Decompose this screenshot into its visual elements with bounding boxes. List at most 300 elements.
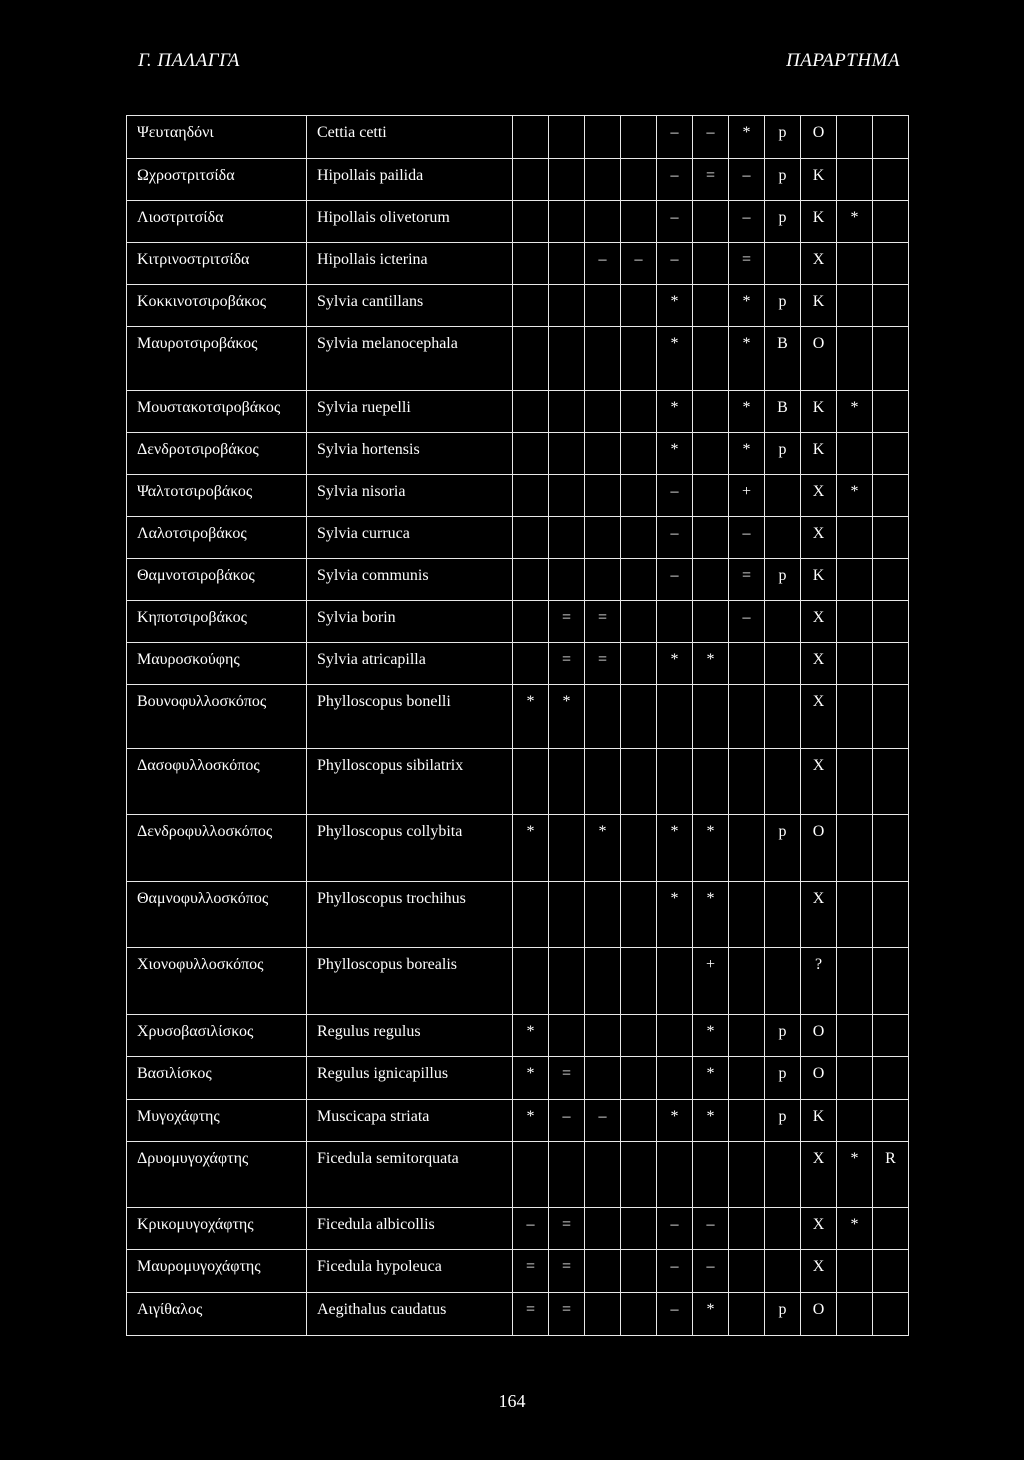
table-row [127, 815, 909, 882]
latin-name: Phylloscopus collybita [307, 815, 513, 882]
status-cell [549, 116, 585, 159]
status-cell [621, 643, 657, 685]
table-row [127, 643, 909, 685]
status-cell [873, 116, 909, 159]
greek-name: Μουστακοτσιροβάκος [127, 391, 307, 433]
status-cell: p [765, 1057, 801, 1100]
status-cell: – [621, 243, 657, 285]
status-cell [657, 1015, 693, 1057]
greek-name: Μαυροσκούφης [127, 643, 307, 685]
greek-name: Δασοφυλλοσκόπος [127, 749, 307, 815]
status-cell [729, 1057, 765, 1100]
status-cell [765, 948, 801, 1015]
status-cell: * [657, 433, 693, 475]
latin-name: Phylloscopus trochihus [307, 882, 513, 948]
status-cell: K [801, 433, 837, 475]
status-cell: – [729, 201, 765, 243]
status-cell: * [693, 882, 729, 948]
greek-name: Βασιλίσκος [127, 1057, 307, 1100]
status-cell: = [549, 601, 585, 643]
table-row [127, 159, 909, 201]
status-cell [837, 749, 873, 815]
greek-name: Κοκκινοτσιροβάκος [127, 285, 307, 327]
status-cell: X [801, 1250, 837, 1293]
status-cell: p [765, 116, 801, 159]
status-cell [765, 1250, 801, 1293]
status-cell [513, 201, 549, 243]
greek-name: Ψαλτοτσιροβάκος [127, 475, 307, 517]
status-cell: = [513, 1293, 549, 1336]
status-cell: ? [801, 948, 837, 1015]
status-cell [621, 159, 657, 201]
status-cell [873, 1250, 909, 1293]
status-cell [513, 327, 549, 391]
status-cell [621, 559, 657, 601]
status-cell [621, 1015, 657, 1057]
greek-name: Μυγοχάφτης [127, 1100, 307, 1142]
status-cell [513, 243, 549, 285]
status-cell [549, 433, 585, 475]
status-cell [621, 685, 657, 749]
status-cell [873, 1015, 909, 1057]
status-cell [693, 391, 729, 433]
table-row [127, 243, 909, 285]
status-cell [693, 685, 729, 749]
status-cell [513, 601, 549, 643]
status-cell [873, 243, 909, 285]
status-cell: p [765, 201, 801, 243]
status-cell [873, 601, 909, 643]
latin-name: Hipollais icterina [307, 243, 513, 285]
status-cell [585, 116, 621, 159]
status-cell: * [837, 201, 873, 243]
status-cell [837, 1015, 873, 1057]
table-row [127, 948, 909, 1015]
status-cell [837, 1100, 873, 1142]
status-cell [837, 1057, 873, 1100]
status-cell [873, 159, 909, 201]
status-cell [765, 643, 801, 685]
status-cell: * [729, 327, 765, 391]
status-cell [765, 243, 801, 285]
status-cell [765, 749, 801, 815]
status-cell: X [801, 882, 837, 948]
status-cell: – [657, 201, 693, 243]
status-cell [657, 749, 693, 815]
status-cell [513, 433, 549, 475]
status-cell: – [585, 1100, 621, 1142]
status-cell [873, 1208, 909, 1250]
status-cell: K [801, 391, 837, 433]
status-cell [837, 285, 873, 327]
status-cell [837, 1293, 873, 1336]
status-cell [549, 475, 585, 517]
status-cell [621, 815, 657, 882]
status-cell: – [693, 1208, 729, 1250]
status-cell [729, 1015, 765, 1057]
status-cell: K [801, 159, 837, 201]
status-cell [873, 327, 909, 391]
status-cell: O [801, 1057, 837, 1100]
status-cell [729, 749, 765, 815]
status-cell [621, 1250, 657, 1293]
status-cell: X [801, 1208, 837, 1250]
status-cell: * [837, 475, 873, 517]
status-cell [549, 948, 585, 1015]
latin-name: Sylvia curruca [307, 517, 513, 559]
status-cell [513, 475, 549, 517]
status-cell [549, 391, 585, 433]
status-cell: – [657, 243, 693, 285]
status-cell [729, 882, 765, 948]
status-cell [549, 1142, 585, 1208]
greek-name: Κρικομυγοχάφτης [127, 1208, 307, 1250]
status-cell [729, 643, 765, 685]
status-cell [513, 749, 549, 815]
status-cell [873, 1100, 909, 1142]
status-cell [765, 601, 801, 643]
status-cell: O [801, 815, 837, 882]
status-cell [621, 948, 657, 1015]
status-cell [585, 1293, 621, 1336]
latin-name: Sylvia hortensis [307, 433, 513, 475]
status-cell: – [729, 601, 765, 643]
greek-name: Χιονοφυλλοσκόπος [127, 948, 307, 1015]
status-cell: X [801, 643, 837, 685]
status-cell [549, 559, 585, 601]
status-cell: p [765, 1293, 801, 1336]
table-row [127, 116, 909, 159]
latin-name: Regulus ignicapillus [307, 1057, 513, 1100]
status-cell [765, 475, 801, 517]
status-cell: p [765, 815, 801, 882]
status-cell: = [549, 1250, 585, 1293]
status-cell [585, 948, 621, 1015]
species-table [126, 115, 909, 1336]
status-cell [513, 285, 549, 327]
header-author: Γ. ΠΑΛΑΓΓΑ [138, 50, 240, 71]
status-cell [621, 749, 657, 815]
status-cell [873, 948, 909, 1015]
status-cell: O [801, 116, 837, 159]
status-cell: * [585, 815, 621, 882]
status-cell: X [801, 685, 837, 749]
status-cell [693, 327, 729, 391]
greek-name: Κηποτσιροβάκος [127, 601, 307, 643]
status-cell [585, 1208, 621, 1250]
status-cell: = [585, 643, 621, 685]
status-cell: + [729, 475, 765, 517]
latin-name: Phylloscopus sibilatrix [307, 749, 513, 815]
status-cell: * [549, 685, 585, 749]
status-cell [585, 882, 621, 948]
greek-name: Κιτρινοστριτσίδα [127, 243, 307, 285]
status-cell: X [801, 749, 837, 815]
status-cell [585, 159, 621, 201]
status-cell: + [693, 948, 729, 1015]
status-cell [765, 517, 801, 559]
table-row [127, 391, 909, 433]
status-cell: – [657, 1208, 693, 1250]
status-cell [549, 1015, 585, 1057]
greek-name: Ψευταηδόνι [127, 116, 307, 159]
latin-name: Sylvia borin [307, 601, 513, 643]
table-row [127, 1015, 909, 1057]
status-cell: – [585, 243, 621, 285]
status-cell [585, 1057, 621, 1100]
status-cell [585, 475, 621, 517]
status-cell: * [513, 1015, 549, 1057]
status-cell [585, 1015, 621, 1057]
status-cell [621, 116, 657, 159]
greek-name: Θαμνοφυλλοσκόπος [127, 882, 307, 948]
status-cell: = [513, 1250, 549, 1293]
status-cell: X [801, 243, 837, 285]
status-cell [837, 1250, 873, 1293]
greek-name: Θαμνοτσιροβάκος [127, 559, 307, 601]
status-cell: – [729, 159, 765, 201]
status-cell [837, 243, 873, 285]
status-cell: p [765, 1100, 801, 1142]
latin-name: Hipollais olivetorum [307, 201, 513, 243]
status-cell [585, 685, 621, 749]
status-cell: * [693, 1293, 729, 1336]
status-cell: – [657, 116, 693, 159]
status-cell: K [801, 285, 837, 327]
status-cell [585, 1142, 621, 1208]
status-cell: X [801, 475, 837, 517]
status-cell [837, 815, 873, 882]
status-cell [657, 685, 693, 749]
status-cell [693, 1142, 729, 1208]
status-cell [837, 643, 873, 685]
status-cell [693, 559, 729, 601]
status-cell: * [513, 1100, 549, 1142]
status-cell [549, 285, 585, 327]
status-cell: * [693, 815, 729, 882]
latin-name: Sylvia ruepelli [307, 391, 513, 433]
status-cell: * [837, 1208, 873, 1250]
status-cell: K [801, 201, 837, 243]
latin-name: Ficedula albicollis [307, 1208, 513, 1250]
status-cell [837, 882, 873, 948]
latin-name: Sylvia melanocephala [307, 327, 513, 391]
status-cell [621, 1057, 657, 1100]
status-cell [549, 517, 585, 559]
status-cell [837, 159, 873, 201]
status-cell [513, 643, 549, 685]
status-cell: p [765, 159, 801, 201]
latin-name: Aegithalus caudatus [307, 1293, 513, 1336]
status-cell: p [765, 433, 801, 475]
status-cell [513, 559, 549, 601]
table-row [127, 749, 909, 815]
status-cell [621, 327, 657, 391]
table-row [127, 327, 909, 391]
status-cell: – [657, 159, 693, 201]
status-cell: = [549, 1208, 585, 1250]
status-cell: * [513, 685, 549, 749]
status-cell: * [513, 1057, 549, 1100]
status-cell [549, 243, 585, 285]
status-cell [585, 285, 621, 327]
status-cell [549, 882, 585, 948]
status-cell: = [693, 159, 729, 201]
table-row [127, 201, 909, 243]
status-cell: * [729, 116, 765, 159]
status-cell: * [513, 815, 549, 882]
status-cell [513, 948, 549, 1015]
status-cell: – [729, 517, 765, 559]
status-cell: – [693, 1250, 729, 1293]
status-cell: p [765, 559, 801, 601]
status-cell [513, 1142, 549, 1208]
status-cell [585, 391, 621, 433]
status-cell: * [693, 1100, 729, 1142]
greek-name: Ωχροστριτσίδα [127, 159, 307, 201]
table-row [127, 559, 909, 601]
status-cell: * [657, 391, 693, 433]
table-row [127, 1142, 909, 1208]
status-cell: = [549, 643, 585, 685]
latin-name: Phylloscopus bonelli [307, 685, 513, 749]
latin-name: Sylvia nisoria [307, 475, 513, 517]
table-row [127, 1293, 909, 1336]
status-cell [873, 815, 909, 882]
status-cell: – [657, 1250, 693, 1293]
status-cell: * [693, 1015, 729, 1057]
status-cell [621, 517, 657, 559]
table-row [127, 433, 909, 475]
status-cell [873, 517, 909, 559]
status-cell: B [765, 391, 801, 433]
status-cell [873, 201, 909, 243]
status-cell [873, 391, 909, 433]
status-cell: O [801, 1293, 837, 1336]
status-cell: – [657, 475, 693, 517]
status-cell: * [693, 1057, 729, 1100]
status-cell: * [837, 1142, 873, 1208]
latin-name: Sylvia cantillans [307, 285, 513, 327]
status-cell [693, 601, 729, 643]
status-cell [621, 1208, 657, 1250]
status-cell [585, 433, 621, 475]
status-cell [621, 882, 657, 948]
table-row [127, 1057, 909, 1100]
status-cell [837, 948, 873, 1015]
latin-name: Cettia cetti [307, 116, 513, 159]
status-cell [729, 815, 765, 882]
status-cell [837, 433, 873, 475]
status-cell [693, 517, 729, 559]
status-cell [729, 1250, 765, 1293]
status-cell: – [513, 1208, 549, 1250]
status-cell [585, 517, 621, 559]
status-cell [513, 159, 549, 201]
status-cell [621, 475, 657, 517]
status-cell: X [801, 1142, 837, 1208]
status-cell [621, 201, 657, 243]
status-cell [873, 559, 909, 601]
status-cell [621, 1100, 657, 1142]
status-cell: = [549, 1057, 585, 1100]
greek-name: Δενδροφυλλοσκόπος [127, 815, 307, 882]
latin-name: Sylvia communis [307, 559, 513, 601]
status-cell: B [765, 327, 801, 391]
status-cell: * [729, 433, 765, 475]
status-cell [873, 1293, 909, 1336]
latin-name: Sylvia atricapilla [307, 643, 513, 685]
status-cell: * [657, 1100, 693, 1142]
table-row [127, 1208, 909, 1250]
status-cell [873, 685, 909, 749]
greek-name: Μαυροτσιροβάκος [127, 327, 307, 391]
status-cell [873, 475, 909, 517]
status-cell: – [657, 517, 693, 559]
status-cell [765, 1142, 801, 1208]
status-cell [585, 749, 621, 815]
status-cell [549, 201, 585, 243]
latin-name: Muscicapa striata [307, 1100, 513, 1142]
status-cell: * [657, 882, 693, 948]
status-cell [657, 601, 693, 643]
status-cell: p [765, 285, 801, 327]
header-section: ΠΑΡΑΡΤΗΜΑ [786, 50, 900, 71]
status-cell: K [801, 559, 837, 601]
status-cell: * [657, 327, 693, 391]
status-cell [585, 201, 621, 243]
status-cell [837, 601, 873, 643]
status-cell [621, 433, 657, 475]
status-cell [873, 749, 909, 815]
status-cell [873, 433, 909, 475]
status-cell [837, 559, 873, 601]
status-cell [693, 749, 729, 815]
status-cell [765, 685, 801, 749]
status-cell [621, 601, 657, 643]
greek-name: Μαυρομυγοχάφτης [127, 1250, 307, 1293]
status-cell [765, 882, 801, 948]
status-cell [585, 559, 621, 601]
greek-name: Αιγίθαλος [127, 1293, 307, 1336]
status-cell: * [657, 285, 693, 327]
status-cell [729, 1293, 765, 1336]
status-cell [765, 1208, 801, 1250]
status-cell [873, 643, 909, 685]
latin-name: Ficedula semitorquata [307, 1142, 513, 1208]
status-cell: X [801, 601, 837, 643]
status-cell [873, 882, 909, 948]
table-row [127, 1100, 909, 1142]
status-cell: = [585, 601, 621, 643]
status-cell: X [801, 517, 837, 559]
status-cell: = [549, 1293, 585, 1336]
status-cell [513, 882, 549, 948]
status-cell: = [729, 559, 765, 601]
status-cell [657, 1057, 693, 1100]
status-cell [729, 948, 765, 1015]
table-row [127, 1250, 909, 1293]
status-cell: – [693, 116, 729, 159]
status-cell [585, 327, 621, 391]
status-cell [621, 1293, 657, 1336]
page-number: 164 [498, 1391, 526, 1411]
status-cell [729, 1100, 765, 1142]
status-cell: p [765, 1015, 801, 1057]
status-cell [693, 243, 729, 285]
latin-name: Ficedula hypoleuca [307, 1250, 513, 1293]
greek-name: Λαλοτσιροβάκος [127, 517, 307, 559]
